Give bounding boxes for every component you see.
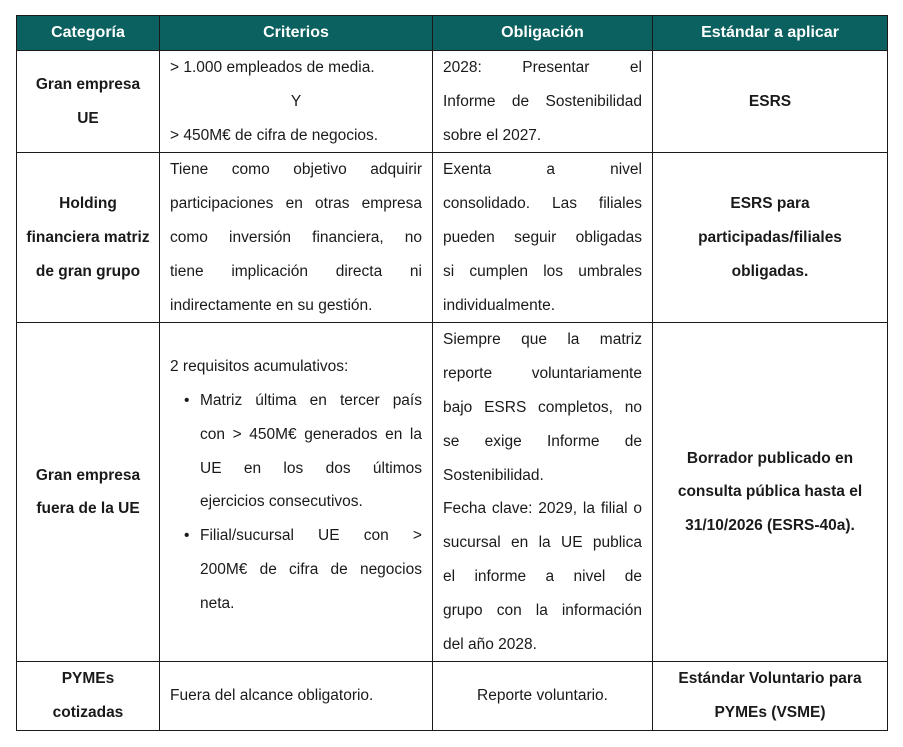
table-row [17, 153, 888, 323]
header-category: Categoría [17, 16, 160, 51]
obligation-cell [433, 323, 653, 662]
criteria-intro: 2 requisitos acumulativos: [170, 358, 349, 376]
criteria-line: > 450M€ de cifra de negocios. [170, 126, 379, 144]
list-item [188, 519, 422, 620]
header-standard: Estándar a aplicar [653, 16, 888, 51]
criteria-line: tiene implicación directa ni [170, 262, 422, 280]
bullet-line: • Matriz última en tercer país [200, 391, 422, 409]
header-row [17, 16, 888, 51]
obligation-line: se exige Informe de [443, 432, 642, 450]
header-criteria: Criterios [160, 16, 433, 51]
criteria-line: Y [290, 92, 302, 110]
obligation-cell [433, 153, 653, 323]
obligation-line: bajo ESRS completos, no [443, 398, 642, 416]
obligation-cell: Reporte voluntario. [433, 662, 653, 731]
obligation-line: si cumplen los umbrales [443, 262, 642, 280]
obligation-cell [433, 51, 653, 153]
obligation-line: del año 2028. [443, 635, 537, 653]
obligation-line: consolidado. Las filiales [443, 195, 642, 213]
category-cell: Holding financiera matriz de gran grupo [17, 153, 160, 323]
criteria-list [170, 384, 422, 621]
list-item [188, 384, 422, 519]
category-cell: Gran empresa fuera de la UE [17, 323, 160, 662]
criteria-line: participaciones en otras empresa [170, 195, 422, 213]
criteria-line: como inversión financiera, no [170, 228, 422, 246]
standard-cell: Estándar Voluntario para PYMEs (VSME) [653, 662, 888, 731]
obligation-line: Siempre que la matriz [443, 331, 642, 349]
obligation-line: sucursal en la UE publica [443, 534, 642, 552]
bullet-line: neta. [200, 594, 235, 612]
bullet-line: • Filial/sucursal UE con > [200, 527, 422, 545]
sustainability-table [16, 15, 888, 731]
category-cell: Gran empresa UE [17, 51, 160, 153]
header-obligation: Obligación [433, 16, 653, 51]
criteria-cell [160, 51, 433, 153]
category-cell: PYMEs cotizadas [17, 662, 160, 731]
criteria-cell: Fuera del alcance obligatorio. [160, 662, 433, 731]
standard-cell: ESRS [653, 51, 888, 153]
criteria-line: indirectamente en su gestión. [170, 296, 373, 314]
obligation-line: 2028: Presentar el [443, 59, 642, 76]
obligation-line: Exenta a nivel [443, 161, 642, 179]
obligation-line: Sostenibilidad. [443, 466, 544, 484]
table-row [17, 51, 888, 153]
criteria-line: Tiene como objetivo adquirir [170, 161, 422, 179]
criteria-cell [160, 323, 433, 662]
obligation-line: individualmente. [443, 296, 556, 314]
criteria-line: > 1.000 empleados de media. [170, 59, 375, 76]
obligation-line: Informe de Sostenibilidad [443, 92, 642, 110]
table-row [17, 662, 888, 731]
bullet-line: ejercicios consecutivos. [200, 493, 363, 511]
obligation-line: reporte voluntariamente [443, 365, 642, 383]
bullet-line: UE en los dos últimos [200, 459, 422, 477]
obligation-line: grupo con la información [443, 601, 642, 619]
obligation-line: sobre el 2027. [443, 126, 542, 144]
bullet-line: con > 450M€ generados en la [200, 425, 422, 443]
standard-cell: ESRS para participadas/filiales obligadas. [653, 153, 888, 323]
table-row [17, 323, 888, 662]
standard-cell: Borrador publicado en consulta pública hasta el 31/10/2026 (ESRS-40a). [653, 323, 888, 662]
criteria-cell [160, 153, 433, 323]
obligation-line: el informe a nivel de [443, 567, 642, 585]
bullet-line: 200M€ de cifra de negocios [200, 560, 422, 578]
obligation-line: Fecha clave: 2029, la filial o [443, 500, 642, 518]
obligation-line: pueden seguir obligadas [443, 228, 642, 246]
